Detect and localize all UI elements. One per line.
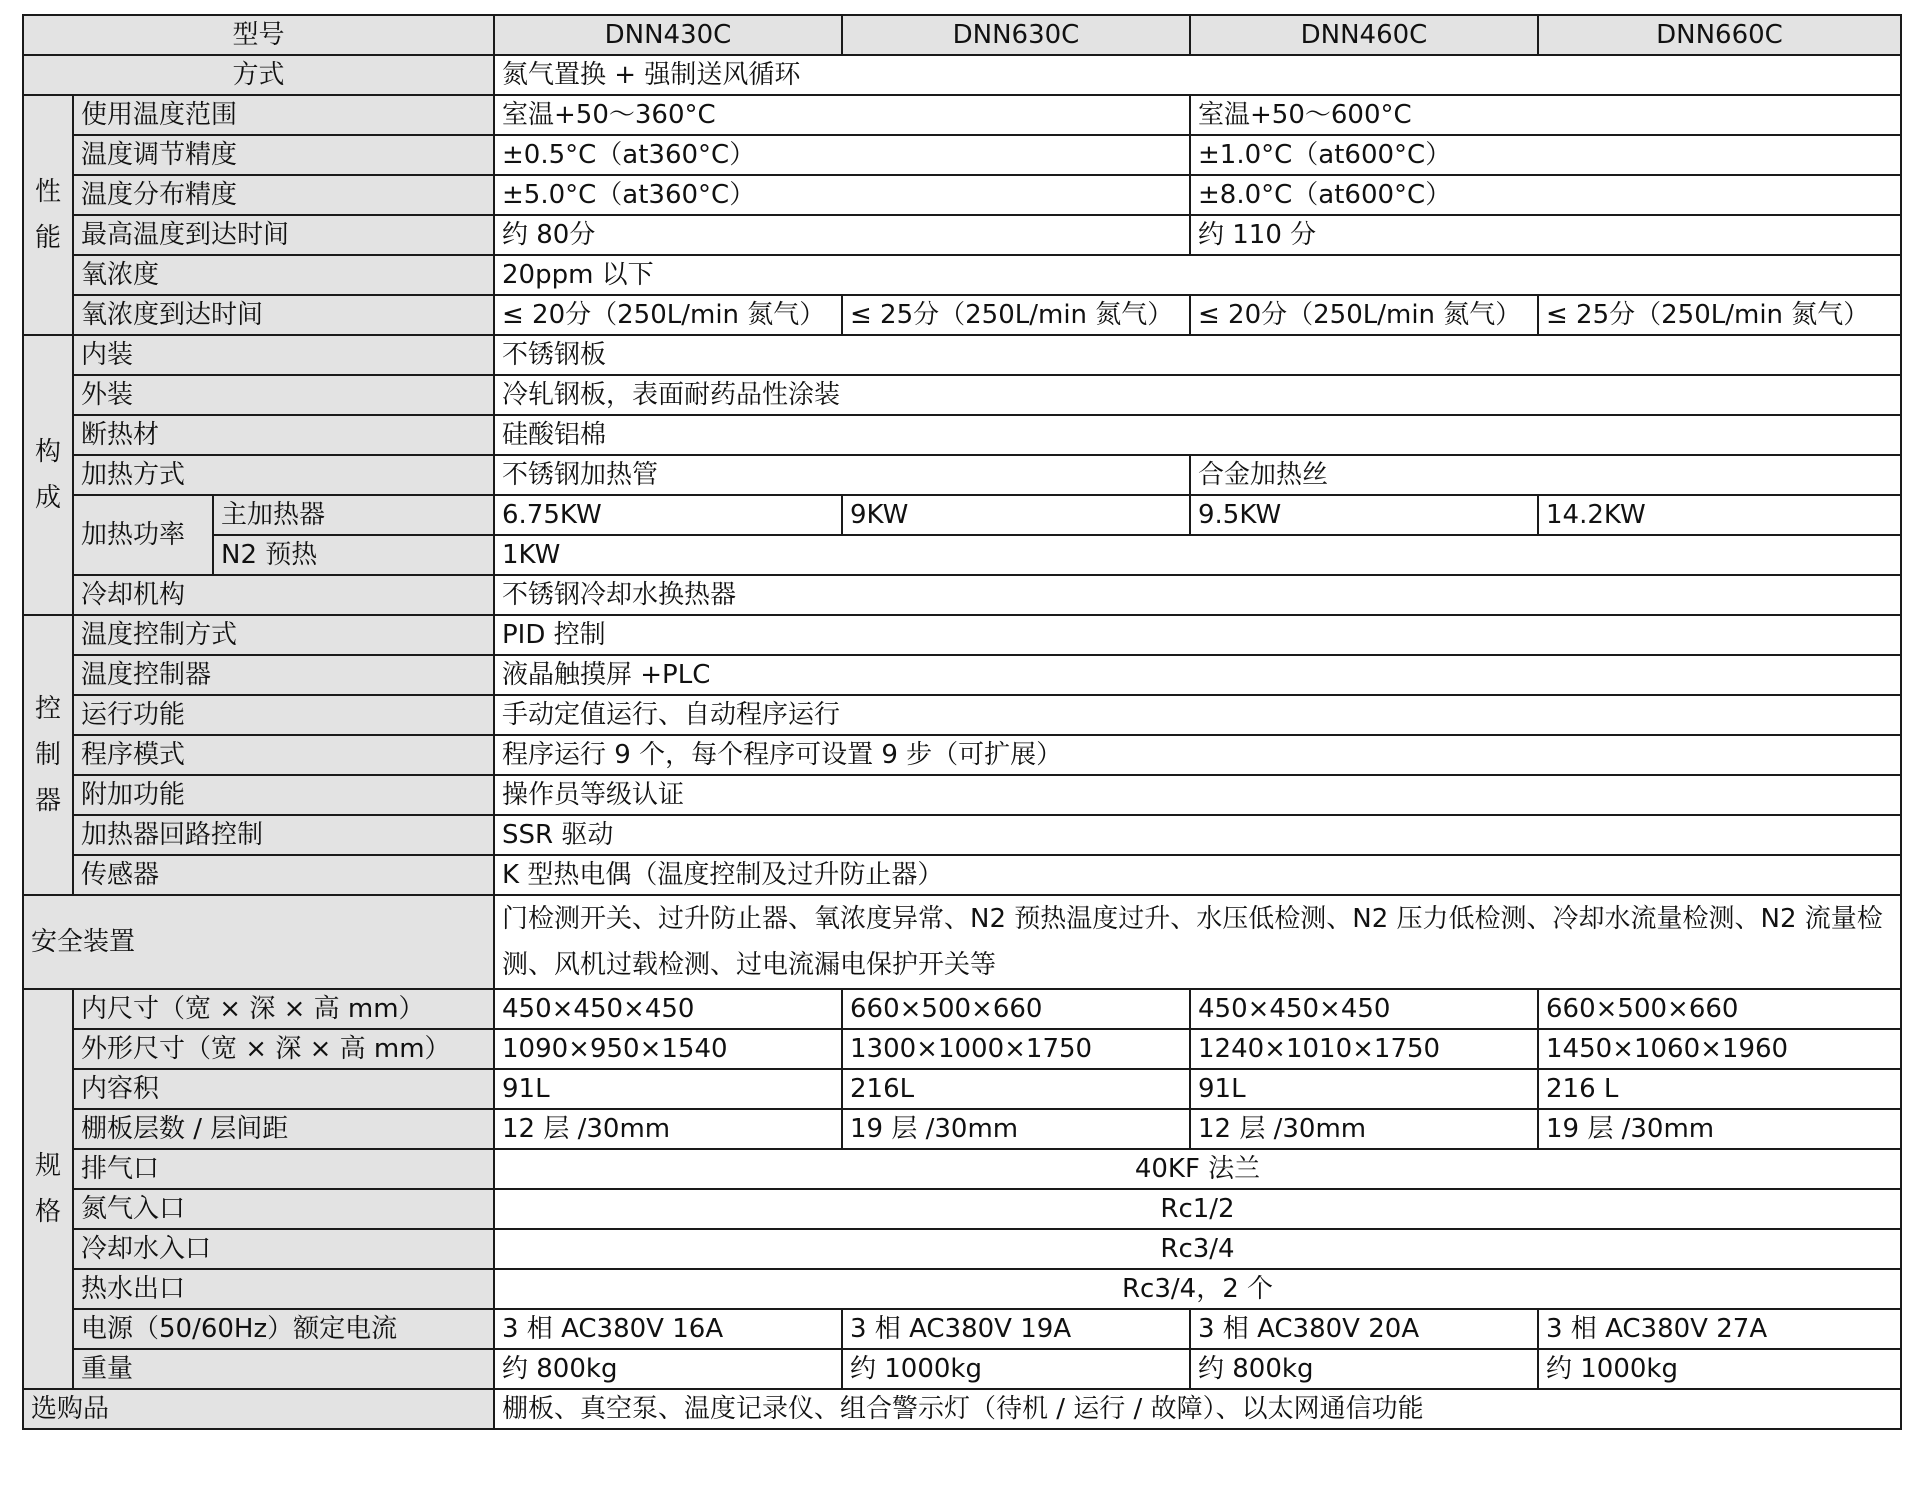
cell: 合金加热丝 [1190, 455, 1901, 495]
cell: 9KW [842, 495, 1190, 535]
cell: 9.5KW [1190, 495, 1538, 535]
cell: 216L [842, 1069, 1190, 1109]
table-row [23, 335, 1901, 375]
sub-label: N2 预热 [213, 535, 494, 575]
table-row [23, 1349, 1901, 1389]
cell: 660×500×660 [842, 989, 1190, 1029]
cell: ±5.0°C（at360°C） [494, 175, 1190, 215]
row-label: 加热功率 [73, 495, 213, 575]
row-label: 温度调节精度 [73, 135, 494, 175]
table-row [23, 1189, 1901, 1229]
cell: 1KW [494, 535, 1901, 575]
table-row [23, 1229, 1901, 1269]
cell: 216 L [1538, 1069, 1901, 1109]
model-name: DNN630C [842, 15, 1190, 55]
cell: 手动定值运行、自动程序运行 [494, 695, 1901, 735]
row-label: 内装 [73, 335, 494, 375]
cell: 室温+50～600°C [1190, 95, 1901, 135]
row-label: 安全装置 [23, 895, 494, 989]
row-label: 外形尺寸（宽 × 深 × 高 mm） [73, 1029, 494, 1069]
cell: 14.2KW [1538, 495, 1901, 535]
cell: 硅酸铝棉 [494, 415, 1901, 455]
cell: Rc3/4 [494, 1229, 1901, 1269]
cell: 程序运行 9 个，每个程序可设置 9 步（可扩展） [494, 735, 1901, 775]
cell: 约 1000kg [1538, 1349, 1901, 1389]
cell: 6.75KW [494, 495, 842, 535]
table-row [23, 895, 1901, 989]
row-label: 断热材 [73, 415, 494, 455]
method-row [23, 55, 1901, 95]
model-name: DNN430C [494, 15, 842, 55]
table-row [23, 655, 1901, 695]
cell: 约 800kg [494, 1349, 842, 1389]
cell: 1090×950×1540 [494, 1029, 842, 1069]
cell: 450×450×450 [494, 989, 842, 1029]
row-label: 最高温度到达时间 [73, 215, 494, 255]
cell: PID 控制 [494, 615, 1901, 655]
table-row [23, 615, 1901, 655]
table-row [23, 855, 1901, 895]
row-label: 氧浓度 [73, 255, 494, 295]
table-row [23, 375, 1901, 415]
table-row [23, 215, 1901, 255]
cell: 约 800kg [1190, 1349, 1538, 1389]
table-row [23, 1149, 1901, 1189]
row-label: 氮气入口 [73, 1189, 494, 1229]
row-label: 加热方式 [73, 455, 494, 495]
table-row [23, 1309, 1901, 1349]
table-row [23, 1069, 1901, 1109]
cell: 1240×1010×1750 [1190, 1029, 1538, 1069]
row-label: 程序模式 [73, 735, 494, 775]
header-row [23, 15, 1901, 55]
cell: 液晶触摸屏 +PLC [494, 655, 1901, 695]
row-label: 选购品 [23, 1389, 494, 1429]
cell: 不锈钢板 [494, 335, 1901, 375]
row-label: 温度分布精度 [73, 175, 494, 215]
cell: 91L [494, 1069, 842, 1109]
row-label: 热水出口 [73, 1269, 494, 1309]
cell: 3 相 AC380V 16A [494, 1309, 842, 1349]
cell: K 型热电偶（温度控制及过升防止器） [494, 855, 1901, 895]
table-row [23, 815, 1901, 855]
cell: 室温+50～360°C [494, 95, 1190, 135]
model-label: 型号 [23, 15, 494, 55]
model-name: DNN660C [1538, 15, 1901, 55]
cell: 450×450×450 [1190, 989, 1538, 1029]
cell: 91L [1190, 1069, 1538, 1109]
cell: 1300×1000×1750 [842, 1029, 1190, 1069]
cell: 12 层 /30mm [494, 1109, 842, 1149]
model-name: DNN460C [1190, 15, 1538, 55]
table-row [23, 255, 1901, 295]
row-label: 内尺寸（宽 × 深 × 高 mm） [73, 989, 494, 1029]
row-label: 内容积 [73, 1069, 494, 1109]
table-row [23, 1389, 1901, 1429]
cell: ±8.0°C（at600°C） [1190, 175, 1901, 215]
cell: ≤ 25分（250L/min 氮气） [842, 295, 1190, 335]
cell: 不锈钢冷却水换热器 [494, 575, 1901, 615]
method-value: 氮气置换 + 强制送风循环 [494, 55, 1901, 95]
group-performance: 性能 [23, 95, 73, 335]
cell: Rc1/2 [494, 1189, 1901, 1229]
table-row [23, 775, 1901, 815]
row-label: 排气口 [73, 1149, 494, 1189]
table-row [23, 1029, 1901, 1069]
cell: 19 层 /30mm [842, 1109, 1190, 1149]
row-label: 温度控制方式 [73, 615, 494, 655]
cell: ≤ 20分（250L/min 氮气） [1190, 295, 1538, 335]
cell: 约 110 分 [1190, 215, 1901, 255]
row-label: 重量 [73, 1349, 494, 1389]
table-row [23, 695, 1901, 735]
table-row [23, 135, 1901, 175]
spec-table [22, 14, 1902, 1430]
row-label: 温度控制器 [73, 655, 494, 695]
cell: 操作员等级认证 [494, 775, 1901, 815]
table-row [23, 455, 1901, 495]
group-construction: 构成 [23, 335, 73, 615]
table-row [23, 735, 1901, 775]
cell: Rc3/4，2 个 [494, 1269, 1901, 1309]
row-label: 加热器回路控制 [73, 815, 494, 855]
table-row [23, 415, 1901, 455]
cell: 棚板、真空泵、温度记录仪、组合警示灯（待机 / 运行 / 故障）、以太网通信功能 [494, 1389, 1901, 1429]
table-row [23, 295, 1901, 335]
table-row [23, 1109, 1901, 1149]
row-label: 冷却机构 [73, 575, 494, 615]
group-specs: 规格 [23, 989, 73, 1389]
cell: ±1.0°C（at600°C） [1190, 135, 1901, 175]
cell: 冷轧钢板，表面耐药品性涂装 [494, 375, 1901, 415]
table-row [23, 175, 1901, 215]
table-row [23, 989, 1901, 1029]
cell: 1450×1060×1960 [1538, 1029, 1901, 1069]
cell: 660×500×660 [1538, 989, 1901, 1029]
table-row [23, 495, 1901, 535]
cell: ≤ 25分（250L/min 氮气） [1538, 295, 1901, 335]
table-row [23, 535, 1901, 575]
row-label: 使用温度范围 [73, 95, 494, 135]
sub-label: 主加热器 [213, 495, 494, 535]
cell: 40KF 法兰 [494, 1149, 1901, 1189]
cell: 3 相 AC380V 20A [1190, 1309, 1538, 1349]
cell: 3 相 AC380V 27A [1538, 1309, 1901, 1349]
row-label: 冷却水入口 [73, 1229, 494, 1269]
cell: 20ppm 以下 [494, 255, 1901, 295]
row-label: 电源（50/60Hz）额定电流 [73, 1309, 494, 1349]
table-row [23, 575, 1901, 615]
row-label: 附加功能 [73, 775, 494, 815]
row-label: 棚板层数 / 层间距 [73, 1109, 494, 1149]
cell: 不锈钢加热管 [494, 455, 1190, 495]
row-label: 氧浓度到达时间 [73, 295, 494, 335]
table-row [23, 1269, 1901, 1309]
cell: 约 80分 [494, 215, 1190, 255]
cell: 12 层 /30mm [1190, 1109, 1538, 1149]
cell: 19 层 /30mm [1538, 1109, 1901, 1149]
cell: 3 相 AC380V 19A [842, 1309, 1190, 1349]
table-row [23, 95, 1901, 135]
cell: 约 1000kg [842, 1349, 1190, 1389]
method-label: 方式 [23, 55, 494, 95]
cell: SSR 驱动 [494, 815, 1901, 855]
row-label: 运行功能 [73, 695, 494, 735]
row-label: 外装 [73, 375, 494, 415]
cell: ±0.5°C（at360°C） [494, 135, 1190, 175]
cell: ≤ 20分（250L/min 氮气） [494, 295, 842, 335]
row-label: 传感器 [73, 855, 494, 895]
cell: 门检测开关、过升防止器、氧浓度异常、N2 预热温度过升、水压低检测、N2 压力低检测、冷却水流量检测、N2 流量检测、风机过载检测、过电流漏电保护开关等 [494, 895, 1901, 989]
group-controller: 控制器 [23, 615, 73, 895]
